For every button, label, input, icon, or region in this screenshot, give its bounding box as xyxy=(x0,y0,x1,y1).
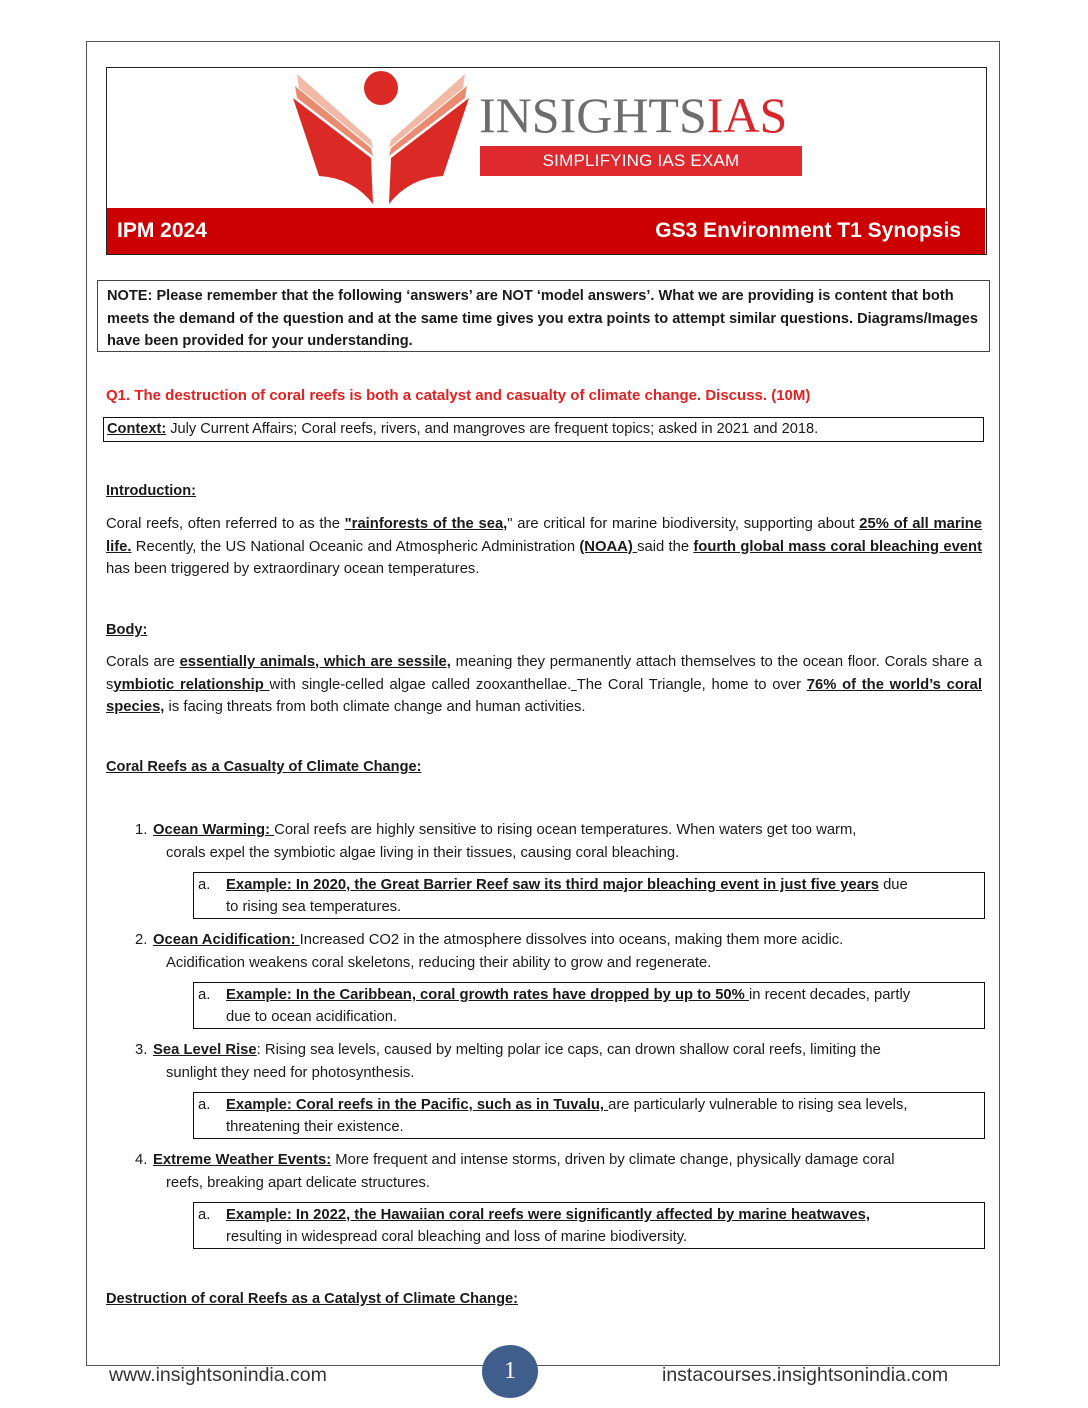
program-title: IPM 2024 xyxy=(117,219,207,242)
highlight: ymbiotic relationship xyxy=(113,676,270,693)
item-number: 1. xyxy=(135,822,148,838)
item-text-cont: corals expel the symbiotic algae living in their tissues, causing coral bleaching. xyxy=(166,845,680,861)
example-text: in recent decades, partly xyxy=(748,987,911,1003)
introduction-heading: Introduction: xyxy=(106,483,196,499)
example-letter: a. xyxy=(198,877,211,893)
example-text-cont: to rising sea temperatures. xyxy=(226,899,402,915)
highlight: essentially animals, which are sessile, xyxy=(179,654,451,670)
item-title: Sea Level Rise xyxy=(153,1042,257,1058)
highlight: (NOAA) xyxy=(579,538,638,555)
text: with single-celled algae called zooxanthellae. xyxy=(269,676,572,693)
brand-tagline: SIMPLIFYING IAS EXAM PREPARATION xyxy=(480,146,802,176)
example-letter: a. xyxy=(198,1207,211,1223)
brand-accent: IAS xyxy=(706,87,788,143)
example-letter: a. xyxy=(198,987,211,1003)
example-box xyxy=(193,872,985,919)
text: Corals are xyxy=(106,654,180,670)
text: is facing threats from both climate change and human activities. xyxy=(164,699,586,715)
example-text-cont: due to ocean acidification. xyxy=(226,1009,398,1025)
text: meaning they permanently attach themselves to the ocean floor. Corals share a s xyxy=(106,654,982,693)
example-text: due xyxy=(878,877,908,893)
text: Recently, the US National Oceanic and Atmospheric Administration xyxy=(131,538,580,555)
brand-wordmark xyxy=(479,87,788,143)
body-heading: Body: xyxy=(106,622,148,638)
example-text-cont: resulting in widespread coral bleaching and loss of marine biodiversity. xyxy=(226,1229,688,1245)
highlight: fourth global mass coral bleaching event xyxy=(693,538,982,555)
subject-title: GS3 Environment T1 Synopsis xyxy=(655,219,961,242)
text: has been triggered by extraordinary ocean temperatures. xyxy=(106,561,480,577)
example-highlight: Example: In 2022, the Hawaiian coral reefs were significantly affected by marine heatwaves, xyxy=(226,1207,870,1223)
item-number: 3. xyxy=(135,1042,148,1058)
example-box xyxy=(193,1202,985,1249)
brand-name: INSIGHTS xyxy=(479,87,707,143)
note-box: NOTE: Please remember that the following ‘answers’ are NOT ‘model answers’. What we are providing is content that both meets the demand of the question and at the same time gives you extra points to attempt similar questions. Diagrams/Images have been provided for your understanding. xyxy=(97,280,990,352)
example-box xyxy=(193,1092,985,1139)
example-text: are particularly vulnerable to rising sea levels, xyxy=(608,1097,908,1113)
body-paragraph xyxy=(106,651,982,719)
item-number: 4. xyxy=(135,1152,148,1168)
text: said the xyxy=(637,538,694,555)
catalyst-heading: Destruction of coral Reefs as a Catalyst of Climate Change: xyxy=(106,1291,518,1307)
item-text: Increased CO2 in the atmosphere dissolves into oceans, making them more acidic. xyxy=(299,932,844,948)
item-text-cont: Acidification weakens coral skeletons, reducing their ability to grow and regenerate. xyxy=(166,955,712,971)
text: The Coral Triangle, home to over xyxy=(576,676,807,693)
list-item xyxy=(135,1039,982,1085)
example-highlight: Example: Coral reefs in the Pacific, such as in Tuvalu, xyxy=(226,1097,609,1113)
highlight: 76% of the world’s coral species, xyxy=(106,676,982,715)
item-number: 2. xyxy=(135,932,148,948)
example-box xyxy=(193,982,985,1029)
question-title: Q1. The destruction of coral reefs is both a catalyst and casualty of climate change. Discuss. (10M) xyxy=(106,387,811,404)
item-text: : Rising sea levels, caused by melting polar ice caps, can drown shallow coral reefs, limiting the xyxy=(256,1042,881,1058)
context-text: July Current Affairs; Coral reefs, rivers, and mangroves are frequent topics; asked in 2021 and 2018. xyxy=(166,421,819,437)
introduction-paragraph xyxy=(106,513,982,581)
item-text: More frequent and intense storms, driven by climate change, physically damage coral xyxy=(331,1152,895,1168)
footer-courses-link[interactable]: instacourses.insightsonindia.com xyxy=(662,1364,949,1386)
item-title: Ocean Warming: xyxy=(153,822,275,838)
highlight: 25% of all marine life. xyxy=(106,516,982,555)
example-highlight: Example: In the Caribbean, coral growth rates have dropped by up to 50% xyxy=(226,987,749,1003)
item-text-cont: reefs, breaking apart delicate structures. xyxy=(166,1175,431,1191)
example-letter: a. xyxy=(198,1097,211,1113)
text: Coral reefs, often referred to as the xyxy=(106,516,345,532)
example-highlight: Example: In 2020, the Great Barrier Reef saw its third major bleaching event in just five years xyxy=(226,877,879,893)
page-number-badge: 1 xyxy=(482,1345,538,1398)
text: " are critical for marine biodiversity, supporting about xyxy=(507,516,860,532)
list-item xyxy=(135,819,982,865)
open-book-logo-icon xyxy=(293,68,469,208)
item-title: Ocean Acidification: xyxy=(153,932,300,948)
footer-website-link[interactable]: www.insightsonindia.com xyxy=(109,1364,327,1386)
item-title: Extreme Weather Events: xyxy=(153,1152,332,1168)
context-box xyxy=(103,417,984,442)
item-text: Coral reefs are highly sensitive to rising ocean temperatures. When waters get too warm, xyxy=(274,822,857,838)
item-text-cont: sunlight they need for photosynthesis. xyxy=(166,1065,415,1081)
highlight: "rainforests of the sea, xyxy=(344,516,508,532)
list-item xyxy=(135,1149,982,1195)
casualty-heading: Coral Reefs as a Casualty of Climate Change: xyxy=(106,759,422,775)
list-item xyxy=(135,929,982,975)
context-label: Context: xyxy=(107,421,167,437)
title-bar xyxy=(107,208,985,254)
example-text-cont: threatening their existence. xyxy=(226,1119,404,1135)
